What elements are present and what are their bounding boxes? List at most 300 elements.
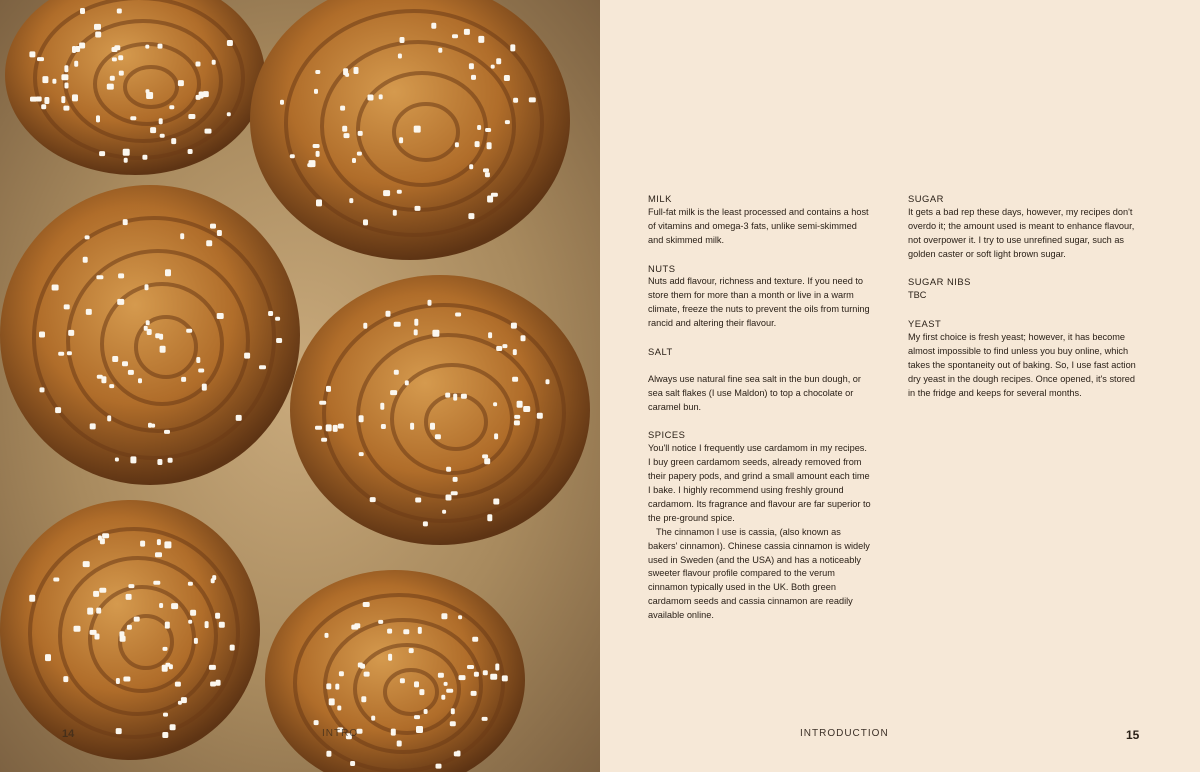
pearl-sugar (441, 613, 447, 619)
pearl-sugar (326, 683, 331, 689)
pearl-sugar (188, 620, 192, 624)
pearl-sugar (42, 76, 48, 83)
pearl-sugar (517, 401, 523, 408)
pearl-sugar (471, 75, 476, 80)
pearl-sugar (29, 595, 35, 602)
pearl-sugar (326, 751, 331, 757)
pearl-sugar (387, 629, 392, 634)
nuts-heading: NUTS (648, 262, 676, 274)
pearl-sugar (436, 764, 442, 769)
pearl-sugar (400, 37, 405, 43)
pearl-sugar (236, 415, 242, 421)
pearl-sugar (490, 674, 497, 680)
pearl-sugar (361, 696, 366, 702)
pearl-sugar (314, 89, 318, 94)
pearl-sugar (205, 621, 209, 628)
pearl-sugar (451, 708, 455, 714)
right-page-number: 15 (1126, 728, 1140, 742)
pearl-sugar (381, 424, 386, 429)
pearl-sugar (67, 351, 72, 355)
pearl-sugar (493, 402, 497, 406)
bun (5, 0, 265, 175)
pearl-sugar (461, 394, 467, 399)
pearl-sugar (391, 729, 396, 736)
pearl-sugar (472, 637, 478, 642)
pearl-sugar (123, 149, 130, 156)
pearl-sugar (400, 678, 405, 683)
pearl-sugar (451, 491, 458, 495)
pearl-sugar (230, 645, 235, 651)
right-running-head: INTRODUCTION (800, 728, 889, 739)
pearl-sugar (209, 665, 216, 670)
pearl-sugar (153, 581, 160, 585)
pearl-sugar (65, 83, 69, 89)
pearl-sugar (259, 365, 266, 369)
pearl-sugar (485, 172, 490, 177)
pearl-sugar (206, 240, 212, 246)
sugar-body: It gets a bad rep these days, however, my recipes don't overdo it; the amount used is meant to enhance flavour, not overpower it. I try to use unrefined sugar, such as golden caster or soft light brown sugar. (908, 206, 1135, 259)
pearl-sugar (397, 190, 402, 194)
pearl-sugar (444, 682, 448, 686)
pearl-sugar (423, 521, 428, 526)
pearl-sugar (483, 670, 488, 675)
pearl-sugar (95, 32, 101, 38)
pearl-sugar (44, 97, 49, 104)
pearl-sugar (314, 720, 319, 725)
pearl-sugar (160, 346, 166, 353)
pearl-sugar (380, 403, 384, 410)
left-page-number: 14 (62, 728, 75, 740)
pearl-sugar (514, 420, 520, 425)
nuts-body: Nuts add flavour, richness and texture. If you need to store them for more than a month or live in a warm climate, freeze the nuts to prevent the oils from turning rancid and altering their flavour. (648, 276, 870, 329)
pearl-sugar (142, 155, 147, 160)
pearl-sugar (475, 141, 480, 147)
right-page (600, 0, 1200, 772)
pearl-sugar (40, 387, 45, 392)
pearl-sugar (487, 142, 492, 149)
pearl-sugar (85, 235, 90, 239)
pearl-sugar (482, 717, 488, 721)
pearl-sugar (117, 299, 124, 305)
pearl-sugar (119, 631, 124, 637)
pearl-sugar (457, 751, 461, 757)
pearl-sugar (453, 477, 458, 482)
pearl-sugar (178, 701, 182, 705)
pearl-sugar (95, 634, 100, 640)
pearl-sugar (203, 91, 209, 97)
pearl-sugar (321, 438, 327, 442)
pearl-sugar (484, 458, 490, 464)
pearl-sugar (458, 615, 462, 619)
pearl-sugar (97, 375, 103, 379)
pearl-sugar (315, 70, 320, 74)
pearl-sugar (150, 127, 156, 133)
pearl-sugar (468, 213, 474, 219)
spices-body: You'll notice I frequently use cardamom in my recipes. I buy green cardamom seeds, already removed from their papery pods, and grind a small amount each time I bake. I highly recommend using freshly ground cardamom. Its fragrance and flavour are far superior to the pre-ground spice. (648, 443, 871, 523)
pearl-sugar (339, 671, 344, 676)
pearl-sugar (217, 313, 224, 319)
pearl-sugar (464, 29, 470, 35)
pearl-sugar (72, 46, 76, 53)
milk-body: Full-fat milk is the least processed and contains a host of vitamins and omega-3 fats, unlike semi-skimmed and skimmed milk. (648, 206, 869, 245)
pearl-sugar (123, 219, 128, 225)
pearl-sugar (493, 499, 499, 505)
pearl-sugar (495, 664, 499, 671)
pearl-sugar (446, 495, 452, 501)
pearl-sugar (313, 144, 320, 148)
pearl-sugar (276, 338, 282, 343)
pearl-sugar (162, 732, 168, 738)
salt-heading: SALT (648, 345, 673, 357)
pearl-sugar (145, 45, 149, 49)
pearl-sugar (83, 561, 90, 567)
pearl-sugar (487, 196, 493, 203)
pearl-sugar (146, 89, 150, 93)
pearl-sugar (280, 100, 284, 105)
pearl-sugar (205, 129, 212, 134)
yeast-body: My first choice is fresh yeast; however, it has become almost impossible to find unless you buy online, which takes the spontaneity out of baking. So, I use fast action dry yeast in the dough recipes. Once opened, it's stored in the fridge and keeps for several months. (908, 332, 1136, 398)
pearl-sugar (424, 709, 428, 714)
bun (0, 500, 260, 760)
pearl-sugar (178, 80, 184, 86)
pearl-sugar (477, 125, 481, 130)
pearl-sugar (502, 344, 507, 348)
pearl-sugar (64, 65, 68, 72)
pearl-sugar (275, 317, 280, 321)
pearl-sugar (83, 257, 88, 263)
pearl-sugar (326, 386, 331, 392)
pearl-sugar (537, 413, 543, 419)
pearl-sugar (107, 84, 114, 90)
pearl-sugar (164, 430, 170, 434)
pearl-sugar (86, 309, 92, 315)
pearl-sugar (344, 133, 350, 138)
pearl-sugar (159, 334, 163, 340)
pearl-sugar (343, 68, 348, 75)
spices-heading: SPICES (648, 429, 686, 441)
pearl-sugar (359, 452, 364, 456)
pearl-sugar (415, 206, 421, 211)
pearl-sugar (159, 118, 163, 124)
pearl-sugar (63, 676, 68, 682)
pearl-sugar (55, 407, 61, 413)
sugar-nibs-body: TBC (908, 290, 927, 301)
pearl-sugar (186, 329, 192, 333)
pearl-sugar (45, 654, 51, 661)
pearl-sugar (386, 311, 391, 317)
pearl-sugar (383, 190, 390, 196)
pearl-sugar (180, 233, 184, 239)
pearl-sugar (181, 377, 186, 382)
pearl-sugar (168, 458, 173, 463)
pearl-sugar (290, 154, 295, 158)
pearl-sugar (74, 61, 78, 67)
pearl-sugar (494, 433, 498, 439)
pearl-sugar (145, 284, 149, 290)
pearl-sugar (202, 384, 207, 391)
pearl-sugar (64, 304, 70, 309)
pearl-sugar (415, 498, 421, 503)
pearl-sugar (211, 578, 215, 583)
pearl-sugar (41, 104, 46, 109)
pearl-sugar (151, 424, 155, 428)
pearl-sugar (158, 44, 163, 49)
pearl-sugar (414, 319, 418, 326)
pearl-sugar (409, 648, 414, 653)
pearl-sugar (112, 57, 117, 61)
pearl-sugar (118, 273, 124, 278)
pearl-sugar (198, 369, 204, 373)
pearl-sugar (58, 352, 64, 356)
pearl-sugar (79, 43, 85, 49)
pearl-sugar (115, 458, 119, 462)
pearl-sugar (123, 677, 130, 682)
pearl-sugar (80, 8, 85, 14)
pearl-sugar (316, 199, 322, 206)
pearl-sugar (441, 695, 445, 700)
pearl-sugar (216, 680, 221, 686)
pearl-sugar (418, 627, 422, 634)
pearl-sugar (521, 335, 526, 341)
pearl-sugar (453, 394, 457, 401)
pearl-sugar (329, 698, 335, 705)
pearl-sugar (109, 384, 114, 388)
pearl-sugar (96, 275, 103, 279)
pearl-sugar (157, 539, 161, 545)
pearl-sugar (219, 622, 225, 628)
pearl-sugar (98, 536, 102, 541)
pearl-sugar (37, 57, 44, 61)
pearl-sugar (467, 665, 474, 669)
pearl-sugar (505, 120, 510, 124)
pearl-sugar (399, 137, 403, 143)
pearl-sugar (354, 623, 360, 628)
pearl-sugar (188, 114, 195, 119)
pearl-sugar (217, 230, 222, 236)
pearl-sugar (210, 224, 216, 229)
pearl-sugar (164, 541, 171, 548)
pearl-sugar (128, 370, 134, 375)
pearl-sugar (414, 126, 421, 133)
pearl-sugar (511, 323, 517, 329)
pearl-sugar (196, 62, 201, 67)
pearl-sugar (112, 356, 118, 362)
pearl-sugar (513, 98, 518, 103)
pearl-sugar (52, 285, 59, 291)
pearl-sugar (469, 164, 473, 169)
pearl-sugar (529, 97, 536, 102)
pearl-sugar (147, 329, 152, 335)
pearl-sugar (39, 332, 45, 338)
pearl-sugar (446, 689, 453, 693)
yeast-heading: YEAST (908, 318, 942, 330)
pearl-sugar (478, 36, 484, 43)
pearl-sugar (354, 67, 359, 74)
pearl-sugar (63, 106, 69, 111)
pearl-sugar (163, 647, 168, 651)
pearl-sugar (483, 168, 489, 172)
pearl-sugar (496, 58, 501, 64)
pearl-sugar (455, 142, 459, 147)
pearl-sugar (491, 65, 495, 69)
pearl-sugar (394, 370, 399, 375)
pearl-sugar (102, 533, 109, 538)
pearl-sugar (523, 406, 530, 412)
pearl-sugar (319, 401, 326, 405)
pearl-sugar (124, 158, 128, 163)
pearl-sugar (96, 115, 100, 122)
pearl-sugar (112, 47, 118, 52)
pearl-sugar (244, 353, 250, 359)
pearl-sugar (116, 728, 122, 734)
pearl-sugar (188, 149, 193, 154)
pearl-sugar (419, 689, 424, 695)
pearl-sugar (325, 633, 329, 638)
pearl-sugar (72, 94, 78, 101)
pearl-sugar (52, 79, 56, 84)
pearl-sugar (452, 34, 458, 38)
pearl-sugar (370, 497, 376, 502)
pearl-sugar (227, 40, 233, 46)
pearl-sugar (29, 51, 35, 57)
pearl-sugar (160, 134, 165, 138)
bun (250, 0, 570, 260)
pearl-sugar (134, 617, 140, 622)
pearl-sugar (212, 60, 216, 65)
pearl-sugar (438, 48, 442, 53)
pearl-sugar (128, 584, 134, 588)
pearl-sugar (398, 54, 402, 59)
pearl-sugar (379, 94, 383, 99)
pearl-sugar (99, 151, 105, 156)
pearl-sugar (110, 76, 115, 81)
pearl-sugar (169, 664, 173, 669)
pearl-sugar (378, 620, 383, 624)
text-column-right (908, 192, 1144, 401)
pearl-sugar (350, 761, 355, 766)
pearl-sugar (122, 361, 128, 366)
pearl-sugar (130, 116, 136, 120)
pearl-sugar (119, 71, 124, 76)
pearl-sugar (90, 423, 96, 429)
bun (290, 275, 590, 545)
pearl-sugar (146, 320, 150, 325)
pearl-sugar (316, 151, 320, 157)
pearl-sugar (358, 131, 363, 136)
pearl-sugar (171, 603, 178, 609)
pearl-sugar (196, 357, 200, 363)
pearl-sugar (405, 380, 409, 385)
pearl-sugar (126, 594, 132, 600)
pearl-sugar (188, 582, 193, 586)
pearl-sugar (165, 622, 170, 629)
pearl-sugar (163, 713, 168, 717)
pearl-sugar (364, 672, 370, 677)
pearl-sugar (488, 332, 492, 338)
salt-body: Always use natural fine sea salt in the bun dough, or sea salt flakes (I use Maldon) to top a chocolate or caramel bun. (648, 373, 861, 412)
pearl-sugar (416, 726, 423, 733)
pearl-sugar (360, 664, 365, 669)
pearl-sugar (94, 24, 101, 30)
pearl-sugar (390, 390, 397, 395)
pearl-sugar (96, 608, 101, 614)
pearl-sugar (510, 44, 515, 51)
pearl-sugar (338, 424, 344, 429)
pearl-sugar (340, 106, 345, 111)
pearl-sugar (504, 75, 510, 81)
pearl-sugar (414, 681, 419, 687)
pearl-sugar (432, 330, 439, 337)
pearl-sugar (513, 349, 517, 355)
pearl-sugar (482, 454, 488, 458)
pearl-sugar (512, 377, 518, 382)
text-column-left (648, 192, 872, 623)
pearl-sugar (342, 126, 347, 132)
pearl-sugar (93, 591, 99, 597)
pearl-sugar (61, 74, 68, 80)
pearl-sugar (335, 684, 339, 690)
pearl-sugar (68, 330, 74, 336)
pearl-sugar (368, 95, 374, 101)
pearl-sugar (435, 434, 441, 439)
pearl-sugar (430, 423, 435, 430)
pearl-sugar (446, 467, 451, 472)
pearl-sugar (162, 665, 168, 672)
pearl-sugar (394, 322, 401, 327)
pearl-sugar (397, 741, 402, 747)
left-running-head: INTRO (322, 728, 359, 739)
pearl-sugar (459, 675, 466, 680)
pearl-sugar (175, 682, 181, 687)
pearl-sugar (349, 198, 353, 203)
pearl-sugar (157, 459, 162, 465)
pearl-sugar (514, 415, 520, 419)
pearl-sugar (403, 629, 409, 634)
pearl-sugar (431, 23, 436, 29)
pearl-sugar (388, 654, 392, 661)
pearl-sugar (442, 510, 446, 514)
pearl-sugar (487, 514, 492, 521)
pearl-sugar (438, 673, 444, 678)
pearl-sugar (359, 415, 364, 422)
sugar-nibs-heading: SUGAR NIBS (908, 276, 971, 288)
pearl-sugar (30, 97, 37, 102)
pearl-sugar (450, 721, 456, 726)
pearl-sugar (357, 152, 362, 156)
pearl-sugar (333, 425, 338, 432)
pearl-sugar (227, 112, 231, 116)
pearl-sugar (116, 678, 120, 684)
pearl-sugar (194, 638, 198, 644)
pearl-sugar (414, 715, 420, 719)
pearl-sugar (337, 706, 341, 711)
pearl-sugar (496, 346, 502, 351)
pearl-sugar (307, 163, 313, 167)
pearl-sugar (502, 675, 508, 681)
pearl-sugar (326, 424, 332, 431)
sugar-heading: SUGAR (908, 193, 944, 204)
pearl-sugar (199, 92, 204, 99)
pearl-sugar (140, 541, 145, 547)
pearl-sugar (87, 608, 93, 615)
pearl-sugar (371, 716, 375, 721)
pearl-sugar (469, 63, 474, 69)
pearl-sugar (352, 158, 356, 163)
pearl-sugar (130, 456, 136, 463)
pearl-sugar (159, 603, 163, 608)
pearl-sugar (410, 423, 414, 430)
pearl-sugar (165, 269, 171, 276)
